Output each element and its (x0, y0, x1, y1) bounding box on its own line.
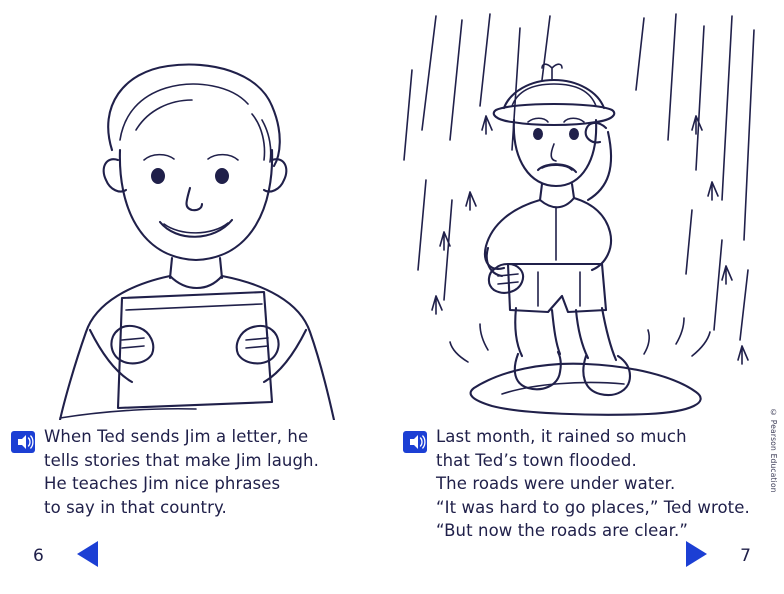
speaker-icon-left[interactable] (10, 430, 36, 454)
page-number-left: 6 (33, 546, 44, 566)
text-line: When Ted sends Jim a letter, he (44, 427, 309, 446)
left-page-text (44, 425, 378, 519)
illustration-boy-reading-letter (0, 10, 392, 420)
text-line: that Ted’s town flooded. (436, 450, 637, 470)
text-line: Last month, it rained so much (436, 427, 687, 446)
page-number-right: 7 (740, 546, 751, 566)
copyright-notice: © Pearson Education (769, 408, 778, 493)
text-line: He teaches Jim nice phrases (44, 474, 281, 493)
speaker-icon-right[interactable] (402, 430, 428, 454)
previous-page-button[interactable] (72, 538, 106, 570)
right-page-text (436, 425, 770, 543)
text-line: to say in that country. (44, 497, 227, 517)
next-page-button[interactable] (678, 538, 712, 570)
text-line: “But now the roads are clear.” (436, 521, 688, 540)
text-line: The roads were under water. (436, 474, 676, 493)
text-line: “It was hard to go places,” Ted wrote. (436, 497, 750, 517)
text-line: tells stories that make Jim laugh. (44, 450, 319, 470)
right-page (392, 0, 784, 594)
illustration-boy-walking-in-rain (392, 10, 784, 420)
